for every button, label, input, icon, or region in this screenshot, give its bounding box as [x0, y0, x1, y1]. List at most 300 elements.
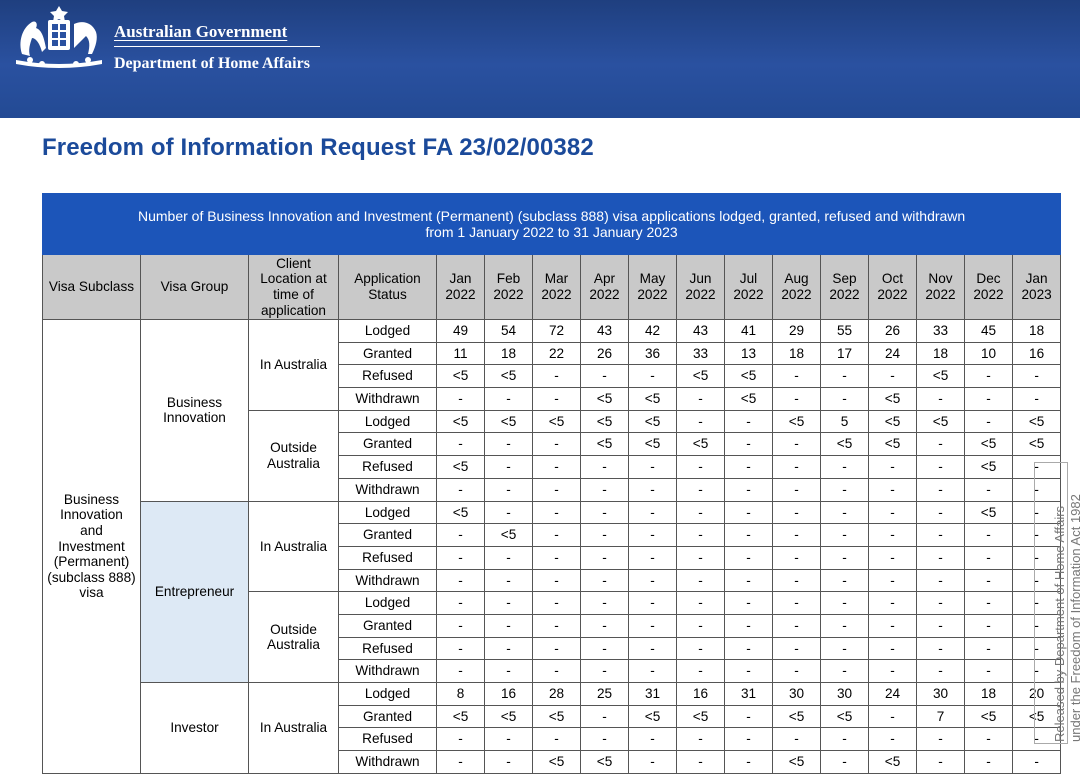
count-cell: <5	[485, 410, 533, 433]
count-cell: -	[437, 478, 485, 501]
count-cell: -	[773, 660, 821, 683]
application-status-cell: Lodged	[339, 592, 437, 615]
count-cell: <5	[485, 705, 533, 728]
count-cell: 24	[869, 342, 917, 365]
count-cell: -	[869, 456, 917, 479]
count-cell: -	[965, 637, 1013, 660]
count-cell: <5	[629, 705, 677, 728]
count-cell: -	[485, 637, 533, 660]
count-cell: 13	[725, 342, 773, 365]
count-cell: -	[437, 388, 485, 411]
count-cell: 16	[485, 683, 533, 706]
count-cell: -	[581, 728, 629, 751]
count-cell: -	[581, 478, 629, 501]
header-month: Oct 2022	[869, 255, 917, 320]
department-name: Department of Home Affairs	[114, 55, 310, 72]
count-cell: -	[629, 365, 677, 388]
header-month: Feb 2022	[485, 255, 533, 320]
header-month: Dec 2022	[965, 255, 1013, 320]
count-cell: -	[725, 614, 773, 637]
client-location-cell: Outside Australia	[249, 592, 339, 683]
count-cell: -	[581, 524, 629, 547]
count-cell: -	[533, 728, 581, 751]
count-cell: 11	[437, 342, 485, 365]
count-cell: -	[533, 524, 581, 547]
count-cell: <5	[581, 751, 629, 774]
count-cell: -	[581, 660, 629, 683]
count-cell: <5	[533, 751, 581, 774]
client-location-cell: Outside Australia	[249, 410, 339, 501]
count-cell: -	[917, 501, 965, 524]
count-cell: -	[629, 614, 677, 637]
count-cell: <5	[965, 433, 1013, 456]
count-cell: -	[965, 410, 1013, 433]
count-cell: -	[965, 728, 1013, 751]
count-cell: -	[773, 728, 821, 751]
count-cell: -	[869, 524, 917, 547]
count-cell: -	[1013, 456, 1061, 479]
count-cell: -	[965, 365, 1013, 388]
count-cell: <5	[917, 365, 965, 388]
count-cell: 26	[581, 342, 629, 365]
count-cell: 29	[773, 320, 821, 343]
header-month: Sep 2022	[821, 255, 869, 320]
application-status-cell: Refused	[339, 456, 437, 479]
count-cell: -	[917, 592, 965, 615]
count-cell: -	[821, 728, 869, 751]
count-cell: <5	[485, 365, 533, 388]
count-cell: <5	[581, 433, 629, 456]
count-cell: -	[965, 592, 1013, 615]
visa-subclass-cell: Business Innovation and Investment (Permanent) (subclass 888) visa	[43, 320, 141, 774]
count-cell: -	[869, 614, 917, 637]
visa-applications-table	[42, 193, 1061, 774]
count-cell: -	[821, 637, 869, 660]
header-month: Aug 2022	[773, 255, 821, 320]
application-status-cell: Refused	[339, 365, 437, 388]
count-cell: -	[965, 388, 1013, 411]
count-cell: 54	[485, 320, 533, 343]
count-cell: <5	[725, 365, 773, 388]
count-cell: -	[581, 637, 629, 660]
count-cell: <5	[965, 501, 1013, 524]
count-cell: 33	[677, 342, 725, 365]
count-cell: <5	[965, 456, 1013, 479]
count-cell: 18	[965, 683, 1013, 706]
count-cell: -	[677, 388, 725, 411]
count-cell: <5	[869, 388, 917, 411]
count-cell: -	[437, 660, 485, 683]
count-cell: -	[917, 660, 965, 683]
count-cell: -	[677, 637, 725, 660]
count-cell: <5	[821, 433, 869, 456]
count-cell: -	[725, 456, 773, 479]
count-cell: -	[917, 456, 965, 479]
count-cell: -	[821, 660, 869, 683]
count-cell: -	[821, 569, 869, 592]
count-cell: -	[437, 433, 485, 456]
count-cell: -	[725, 501, 773, 524]
count-cell: -	[437, 524, 485, 547]
count-cell: <5	[581, 388, 629, 411]
application-status-cell: Lodged	[339, 320, 437, 343]
count-cell: -	[773, 637, 821, 660]
count-cell: -	[581, 592, 629, 615]
count-cell: -	[821, 614, 869, 637]
count-cell: -	[773, 433, 821, 456]
header-month: Nov 2022	[917, 255, 965, 320]
application-status-cell: Refused	[339, 728, 437, 751]
count-cell: -	[629, 660, 677, 683]
government-name: Australian Government	[114, 22, 288, 41]
count-cell: -	[725, 524, 773, 547]
application-status-cell: Granted	[339, 433, 437, 456]
header-month: Jun 2022	[677, 255, 725, 320]
count-cell: -	[485, 728, 533, 751]
visa-group-cell: Business Innovation	[141, 320, 249, 502]
count-cell: -	[869, 660, 917, 683]
count-cell: <5	[629, 388, 677, 411]
application-status-cell: Granted	[339, 342, 437, 365]
count-cell: -	[485, 433, 533, 456]
header-client-location: Client Location at time of application	[249, 255, 339, 320]
count-cell: <5	[677, 365, 725, 388]
count-cell: 17	[821, 342, 869, 365]
visa-group-cell: Investor	[141, 683, 249, 774]
header-visa-subclass: Visa Subclass	[43, 255, 141, 320]
count-cell: <5	[533, 410, 581, 433]
count-cell: -	[917, 433, 965, 456]
count-cell: -	[821, 456, 869, 479]
count-cell: -	[917, 637, 965, 660]
count-cell: -	[437, 637, 485, 660]
count-cell: -	[677, 456, 725, 479]
count-cell: -	[581, 365, 629, 388]
count-cell: <5	[1013, 410, 1061, 433]
count-cell: <5	[965, 705, 1013, 728]
count-cell: -	[485, 456, 533, 479]
count-cell: -	[821, 546, 869, 569]
count-cell: -	[1013, 751, 1061, 774]
count-cell: -	[629, 637, 677, 660]
count-cell: -	[485, 501, 533, 524]
count-cell: <5	[437, 365, 485, 388]
count-cell: -	[677, 614, 725, 637]
count-cell: <5	[917, 410, 965, 433]
count-cell: -	[1013, 728, 1061, 751]
count-cell: 30	[917, 683, 965, 706]
application-status-cell: Withdrawn	[339, 478, 437, 501]
count-cell: -	[629, 728, 677, 751]
client-location-cell: In Australia	[249, 683, 339, 774]
application-status-cell: Granted	[339, 524, 437, 547]
application-status-cell: Withdrawn	[339, 660, 437, 683]
application-status-cell: Refused	[339, 637, 437, 660]
count-cell: -	[629, 456, 677, 479]
count-cell: -	[677, 592, 725, 615]
count-cell: 16	[677, 683, 725, 706]
header-month: Mar 2022	[533, 255, 581, 320]
release-watermark	[1036, 462, 1083, 742]
count-cell: -	[1013, 614, 1061, 637]
count-cell: -	[773, 388, 821, 411]
count-cell: -	[1013, 365, 1061, 388]
count-cell: -	[821, 592, 869, 615]
header-month: Jan 2023	[1013, 255, 1061, 320]
count-cell: <5	[869, 751, 917, 774]
count-cell: -	[821, 501, 869, 524]
count-cell: -	[869, 705, 917, 728]
count-cell: -	[437, 546, 485, 569]
count-cell: <5	[677, 433, 725, 456]
count-cell: -	[1013, 592, 1061, 615]
count-cell: 7	[917, 705, 965, 728]
count-cell: -	[869, 546, 917, 569]
count-cell: -	[629, 751, 677, 774]
count-cell: -	[533, 569, 581, 592]
count-cell: -	[1013, 660, 1061, 683]
count-cell: -	[629, 501, 677, 524]
count-cell: <5	[581, 410, 629, 433]
client-location-cell: In Australia	[249, 501, 339, 592]
count-cell: <5	[533, 705, 581, 728]
visa-group-cell: Entrepreneur	[141, 501, 249, 683]
count-cell: -	[581, 614, 629, 637]
count-cell: 36	[629, 342, 677, 365]
header-month: Apr 2022	[581, 255, 629, 320]
count-cell: -	[629, 592, 677, 615]
count-cell: -	[581, 546, 629, 569]
count-cell: 24	[869, 683, 917, 706]
count-cell: <5	[437, 410, 485, 433]
count-cell: <5	[821, 705, 869, 728]
count-cell: 28	[533, 683, 581, 706]
count-cell: -	[581, 456, 629, 479]
count-cell: -	[533, 660, 581, 683]
count-cell: -	[1013, 524, 1061, 547]
count-cell: -	[629, 569, 677, 592]
count-cell: -	[485, 592, 533, 615]
count-cell: -	[917, 388, 965, 411]
header-visa-group: Visa Group	[141, 255, 249, 320]
count-cell: <5	[1013, 433, 1061, 456]
count-cell: 22	[533, 342, 581, 365]
count-cell: -	[677, 501, 725, 524]
count-cell: 25	[581, 683, 629, 706]
count-cell: -	[677, 751, 725, 774]
count-cell: -	[485, 751, 533, 774]
count-cell: 18	[485, 342, 533, 365]
count-cell: -	[965, 569, 1013, 592]
count-cell: -	[533, 433, 581, 456]
count-cell: -	[821, 478, 869, 501]
count-cell: 49	[437, 320, 485, 343]
count-cell: -	[485, 388, 533, 411]
count-cell: -	[629, 546, 677, 569]
count-cell: -	[581, 705, 629, 728]
count-cell: <5	[869, 410, 917, 433]
count-cell: -	[917, 751, 965, 774]
header-divider	[114, 46, 320, 47]
header-month: May 2022	[629, 255, 677, 320]
count-cell: -	[725, 637, 773, 660]
header-month: Jul 2022	[725, 255, 773, 320]
count-cell: -	[533, 637, 581, 660]
count-cell: -	[773, 501, 821, 524]
client-location-cell: In Australia	[249, 320, 339, 411]
application-status-cell: Withdrawn	[339, 569, 437, 592]
count-cell: -	[917, 728, 965, 751]
count-cell: 26	[869, 320, 917, 343]
count-cell: -	[485, 569, 533, 592]
count-cell: -	[533, 365, 581, 388]
table-row	[43, 320, 1061, 343]
count-cell: <5	[629, 410, 677, 433]
count-cell: 30	[821, 683, 869, 706]
count-cell: -	[773, 456, 821, 479]
count-cell: -	[965, 546, 1013, 569]
count-cell: 43	[677, 320, 725, 343]
count-cell: -	[677, 410, 725, 433]
count-cell: -	[677, 478, 725, 501]
count-cell: 33	[917, 320, 965, 343]
count-cell: -	[725, 705, 773, 728]
header-banner	[0, 0, 1080, 118]
count-cell: -	[437, 569, 485, 592]
count-cell: 5	[821, 410, 869, 433]
count-cell: 10	[965, 342, 1013, 365]
count-cell: -	[773, 478, 821, 501]
count-cell: <5	[773, 751, 821, 774]
count-cell: -	[965, 524, 1013, 547]
application-status-cell: Lodged	[339, 683, 437, 706]
count-cell: <5	[437, 456, 485, 479]
count-cell: -	[533, 388, 581, 411]
count-cell: -	[773, 546, 821, 569]
count-cell: -	[965, 478, 1013, 501]
application-status-cell: Granted	[339, 705, 437, 728]
header-month: Jan 2022	[437, 255, 485, 320]
watermark-line-2: under the Freedom of Information Act 1982	[1068, 494, 1083, 742]
count-cell: -	[629, 478, 677, 501]
count-cell: -	[533, 546, 581, 569]
count-cell: -	[869, 728, 917, 751]
count-cell: -	[677, 569, 725, 592]
count-cell: -	[725, 433, 773, 456]
count-cell: -	[437, 728, 485, 751]
count-cell: -	[821, 365, 869, 388]
count-cell: -	[677, 728, 725, 751]
count-cell: -	[869, 365, 917, 388]
count-cell: -	[725, 660, 773, 683]
count-cell: -	[1013, 501, 1061, 524]
count-cell: -	[581, 501, 629, 524]
count-cell: -	[725, 569, 773, 592]
count-cell: <5	[1013, 705, 1061, 728]
count-cell: -	[1013, 478, 1061, 501]
count-cell: -	[533, 456, 581, 479]
count-cell: -	[725, 592, 773, 615]
count-cell: -	[725, 410, 773, 433]
count-cell: 20	[1013, 683, 1061, 706]
count-cell: -	[677, 660, 725, 683]
count-cell: -	[773, 569, 821, 592]
count-cell: -	[869, 501, 917, 524]
count-cell: <5	[437, 501, 485, 524]
count-cell: 41	[725, 320, 773, 343]
count-cell: -	[773, 592, 821, 615]
table-row	[43, 683, 1061, 706]
count-cell: -	[725, 478, 773, 501]
count-cell: 18	[773, 342, 821, 365]
count-cell: <5	[629, 433, 677, 456]
count-cell: -	[821, 751, 869, 774]
count-cell: <5	[725, 388, 773, 411]
count-cell: 42	[629, 320, 677, 343]
count-cell: 18	[917, 342, 965, 365]
count-cell: -	[965, 614, 1013, 637]
table-caption	[43, 194, 1061, 255]
count-cell: 31	[629, 683, 677, 706]
count-cell: 72	[533, 320, 581, 343]
watermark-line-1: Released by Department of Home Affairs	[1052, 505, 1067, 742]
count-cell: <5	[869, 433, 917, 456]
count-cell: -	[533, 592, 581, 615]
count-cell: -	[1013, 546, 1061, 569]
application-status-cell: Lodged	[339, 501, 437, 524]
count-cell: -	[773, 365, 821, 388]
count-cell: <5	[677, 705, 725, 728]
count-cell: -	[725, 728, 773, 751]
count-cell: -	[485, 614, 533, 637]
count-cell: -	[917, 478, 965, 501]
count-cell: -	[869, 569, 917, 592]
count-cell: -	[869, 592, 917, 615]
count-cell: -	[917, 569, 965, 592]
application-status-cell: Lodged	[339, 410, 437, 433]
count-cell: -	[533, 614, 581, 637]
application-status-cell: Refused	[339, 546, 437, 569]
count-cell: -	[965, 751, 1013, 774]
count-cell: -	[485, 478, 533, 501]
coat-of-arms-icon	[12, 4, 106, 74]
count-cell: -	[677, 546, 725, 569]
count-cell: -	[629, 524, 677, 547]
count-cell: -	[485, 660, 533, 683]
count-cell: <5	[773, 410, 821, 433]
count-cell: -	[917, 546, 965, 569]
count-cell: -	[725, 546, 773, 569]
count-cell: -	[821, 524, 869, 547]
application-status-cell: Withdrawn	[339, 388, 437, 411]
count-cell: 8	[437, 683, 485, 706]
count-cell: -	[485, 546, 533, 569]
count-cell: -	[1013, 569, 1061, 592]
count-cell: -	[917, 524, 965, 547]
header-application-status: Application Status	[339, 255, 437, 320]
caption-line-2: from 1 January 2022 to 31 January 2023	[425, 224, 678, 240]
count-cell: 43	[581, 320, 629, 343]
page-title: Freedom of Information Request FA 23/02/00382	[42, 134, 594, 161]
count-cell: -	[1013, 388, 1061, 411]
count-cell: <5	[773, 705, 821, 728]
count-cell: -	[773, 614, 821, 637]
count-cell: -	[725, 751, 773, 774]
application-status-cell: Withdrawn	[339, 751, 437, 774]
count-cell: 18	[1013, 320, 1061, 343]
count-cell: -	[437, 614, 485, 637]
count-cell: 16	[1013, 342, 1061, 365]
